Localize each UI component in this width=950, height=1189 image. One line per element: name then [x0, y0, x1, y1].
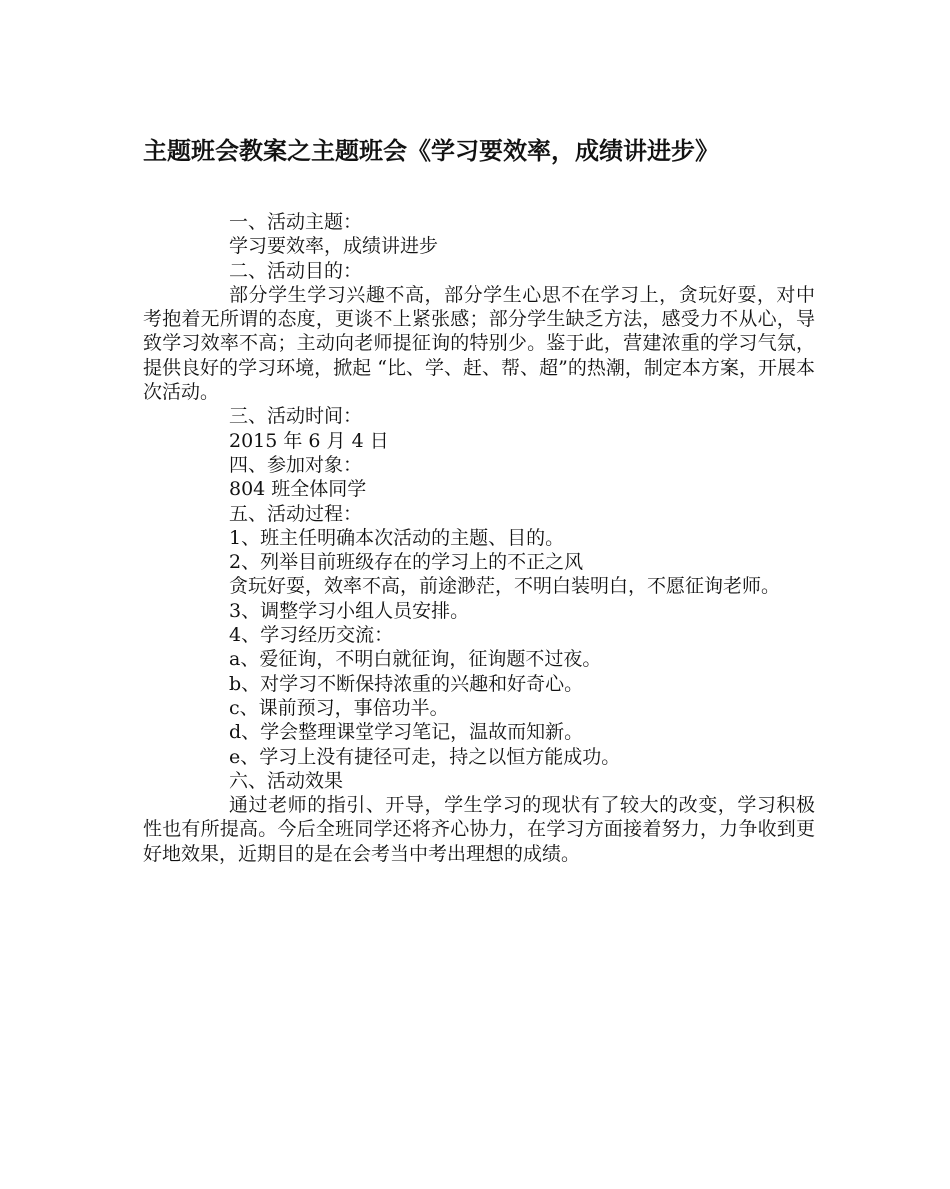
experience-item-b: b、对学习不断保持浓重的兴趣和好奇心。: [229, 672, 584, 695]
experience-item-d: d、学会整理课堂学习笔记，温故而知新。: [229, 721, 584, 744]
section-heading-theme: 一、活动主题：: [229, 211, 363, 233]
section-heading-process: 五、活动过程：: [229, 502, 363, 525]
section-heading-effect: 六、活动效果: [229, 769, 344, 792]
theme-text: 学习要效率，成绩讲进步: [229, 235, 439, 258]
document-body: [143, 210, 815, 866]
section-heading-time: 三、活动时间：: [229, 405, 363, 428]
process-step-1: 1、班主任明确本次活动的主题、目的。: [229, 526, 565, 549]
purpose-paragraph: 部分学生学习兴趣不高，部分学生心思不在学习上，贪玩好耍，对中考抱着无所谓的态度，更谈不上紧张感；部分学生缺乏方法，感受力不从心，导致学习效率不高；主动向老师提征询的特别少。鉴于此，营建浓重的学习气氛，提供良好的学习环境，掀起 “比、学、赶、帮、超”的热潮，制定本方案，开展本次活动。: [143, 283, 815, 404]
process-step-2: 2、列举目前班级存在的学习上的不正之风: [229, 551, 584, 574]
section-heading-purpose: 二、活动目的：: [229, 259, 363, 282]
experience-item-e: e、学习上没有捷径可走，持之以恒方能成功。: [229, 745, 621, 768]
process-step-3: 3、调整学习小组人员安排。: [229, 599, 470, 622]
experience-item-a: a、爱征询，不明白就征询，征询题不过夜。: [229, 648, 602, 671]
bad-habits-paragraph: 贪玩好耍，效率不高，前途渺茫，不明白装明白，不愿征询老师。: [229, 575, 781, 598]
process-step-4: 4、学习经历交流：: [229, 624, 394, 647]
experience-item-c: c、课前预习，事倍功半。: [229, 696, 449, 719]
effect-paragraph: 通过老师的指引、开导，学生学习的现状有了较大的改变，学习积极性也有所提高。今后全班同学还将齐心协力，在学习方面接着努力，力争收到更好地效果，近期目的是在会考当中考出理想的成绩。: [143, 794, 815, 865]
document-title: 主题班会教案之主题班会《学习要效率，成绩讲进步》: [143, 137, 719, 165]
participants-text: 804 班全体同学: [229, 478, 367, 501]
section-heading-participants: 四、参加对象：: [229, 453, 363, 476]
activity-date: 2015 年 6 月 4 日: [229, 429, 389, 452]
